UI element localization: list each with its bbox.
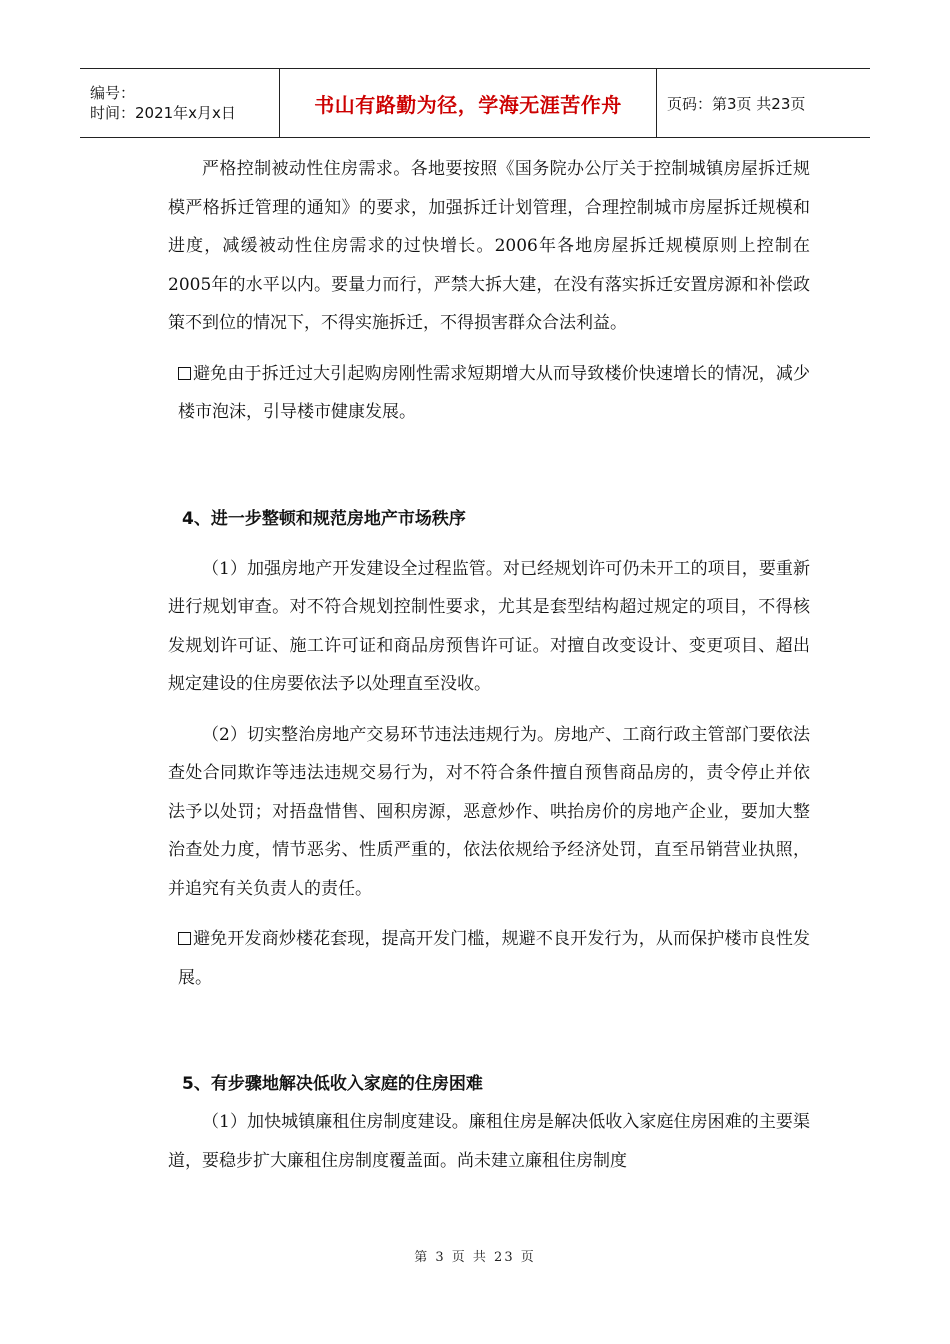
bullet-note-text: 避免开发商炒楼花套现，提高开发门槛，规避不良开发行为，从而保护楼市良性发展。 [178,929,810,988]
page-footer: 第 3 页 共 23 页 [414,1250,536,1265]
section-heading-4: 4、进一步整顿和规范房地产市场秩序 [182,508,466,529]
checkbox-square-icon [178,932,191,945]
document-date-label: 时间：2021年x月x日 [90,104,236,122]
paragraph-development-supervision: （1）加强房地产开发建设全过程监管。对已经规划许可仍未开工的项目，要重新进行规划审查。对不符合规划控制性要求，尤其是套型结构超过规定的项目，不得核发规划许可证、施工许可证和商品房预售许可证。对擅自改变设计、变更项目、超出规定建设的住房要依法予以处理直至没收。 [168,558,810,694]
checkbox-square-icon [178,367,191,380]
header-page-cell [657,69,870,137]
page-header [80,68,870,138]
header-page-label: 页码：第3页 共23页 [667,94,806,113]
bullet-note-developer [178,920,810,997]
paragraph-transaction-rectification: （2）切实整治房地产交易环节违法违规行为。房地产、工商行政主管部门要依法查处合同欺诈等违法违规交易行为，对不符合条件擅自预售商品房的，责令停止并依法予以处罚；对捂盘惜售、囤积房源，恶意炒作、哄抬房价的房地产企业，要加大整治查处力度，情节恶劣、性质严重的，依法依规给予经济处罚，直至吊销营业执照，并追究有关负责人的责任。 [168,724,810,899]
header-meta [80,69,280,137]
bullet-note-demolition [178,355,810,432]
paragraph-demolition-control: 严格控制被动性住房需求。各地要按照《国务院办公厅关于控制城镇房屋拆迁规模严格拆迁管理的通知》的要求，加强拆迁计划管理，合理控制城市房屋拆迁规模和进度，减缓被动性住房需求的过快增长。2006年各地房屋拆迁规模原则上控制在2005年的水平以内。要量力而行，严禁大拆大建，在没有落实拆迁安置房源和补偿政策不到位的情况下，不得实施拆迁，不得损害群众合法利益。 [168,159,810,333]
header-motto: 书山有路勤为径，学海无涯苦作舟 [314,92,622,117]
section-heading-5: 5、有步骤地解决低收入家庭的住房困难 [182,1074,483,1094]
paragraph-low-rent-housing: （1）加快城镇廉租住房制度建设。廉租住房是解决低收入家庭住房困难的主要渠道，要稳步扩大廉租住房制度覆盖面。尚未建立廉租住房制度 [168,1112,810,1171]
document-number-label: 编号： [90,84,136,102]
header-motto-cell [280,69,657,137]
document-body [168,150,810,1180]
bullet-note-text: 避免由于拆迁过大引起购房刚性需求短期增大从而导致楼价快速增长的情况，减少楼市泡沫，引导楼市健康发展。 [178,363,810,422]
